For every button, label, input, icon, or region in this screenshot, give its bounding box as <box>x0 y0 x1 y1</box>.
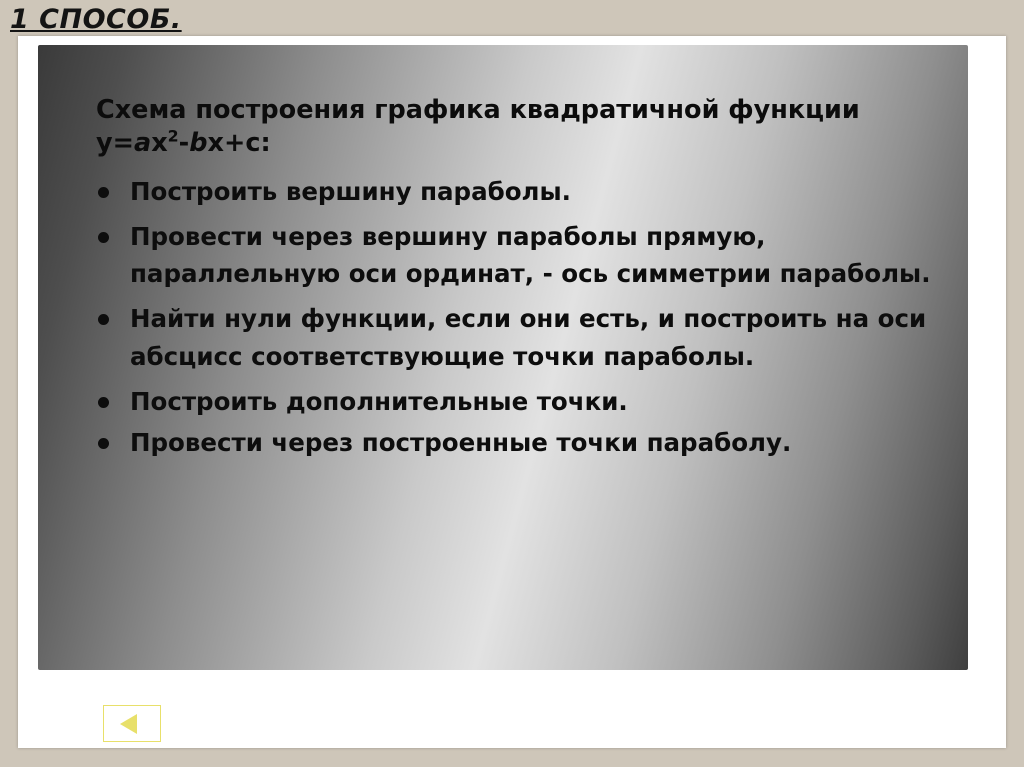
list-item <box>96 218 938 292</box>
content-panel <box>38 45 968 670</box>
list-item-label: Провести через вершину параболы прямую, параллельную оси ординат, - ось симметрии параболы. <box>130 221 931 289</box>
list-item-label: Провести через построенные точки параболу. <box>130 428 792 458</box>
formula-a: a <box>134 127 152 158</box>
scheme-heading <box>96 95 896 159</box>
formula-exponent: 2 <box>167 126 179 146</box>
list-item-label: Построить вершину параболы. <box>130 176 571 206</box>
scheme-heading-line: Схема построения графика квадратичной функции <box>96 95 860 125</box>
bullet-dot-icon <box>98 232 109 243</box>
formula-minus: - <box>178 127 190 158</box>
formula-b: b <box>189 127 208 158</box>
formula-suffix: x+c: <box>207 127 271 158</box>
content-text-block <box>96 95 938 465</box>
quadratic-formula <box>96 128 271 158</box>
list-item-label: Построить дополнительные точки. <box>130 386 628 416</box>
list-item-label: Найти нули функции, если они есть, и построить на оси абсцисс соответствующие точки параболы. <box>130 304 927 371</box>
formula-prefix: y= <box>96 127 134 158</box>
steps-list <box>96 173 938 462</box>
back-button[interactable] <box>103 705 161 742</box>
list-item <box>96 173 938 210</box>
page-title: 1 СПОСОБ. <box>10 4 182 35</box>
list-item <box>96 300 938 374</box>
bullet-dot-icon <box>98 438 109 449</box>
list-item <box>96 383 938 420</box>
list-item <box>96 424 938 461</box>
formula-x: x <box>151 127 168 158</box>
bullet-dot-icon <box>98 187 109 198</box>
bullet-dot-icon <box>98 314 109 325</box>
bullet-dot-icon <box>98 397 109 408</box>
